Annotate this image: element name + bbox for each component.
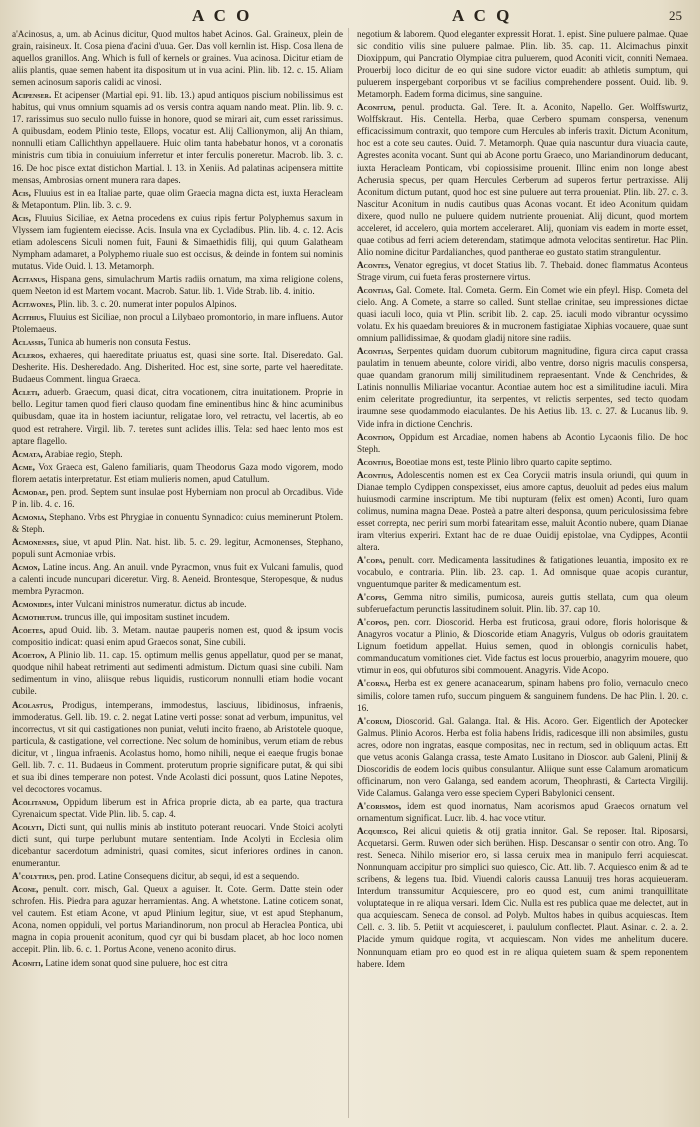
dictionary-entry	[12, 212, 343, 272]
dictionary-entry	[12, 511, 343, 535]
dictionary-entry	[357, 431, 688, 455]
entry-text: Oppidum liberum est in Africa proprie dicta, ab ea parte, qua tractura Cyrenaicum spectat. Vide Plin. lib. 5. cap. 4.	[12, 796, 343, 819]
entry-headword: Acithius,	[12, 312, 47, 323]
entry-text: Hispana gens, simulachrum Martis radiis ornatum, ma xima religione colens, quem Neeton id est Martem vocant. Macrob. Satur. lib. 1. Vide Strab. lib. 4. initio.	[12, 273, 343, 296]
entry-text: Latine incus. Ang. An anuil. vnde Pyracmon, vnus fuit ex Vulcani famulis, quod a calenti incude nuncupari diceretur. Virg. 8. Aeneid. Brontesque, Steropesque, & nudus membra Pyracmon.	[12, 562, 343, 597]
entry-text: A Plinio lib. 11. cap. 15. optimum mellis genus appellatur, quod per se manat, quodque nihil habeat retrimenti aut sedimenti admistum. Dictum quasi sine cubili. Nam sedimentum in vino, aliisque rebus liquidis, rusticorum nonnulli etiam hodie vocant cubile.	[12, 650, 343, 697]
right-column	[357, 28, 688, 1118]
entry-headword: Acmodae,	[12, 486, 49, 497]
entry-text: inter Vulcani ministros numeratur. dictus ab incude.	[56, 599, 247, 610]
dictionary-entry	[357, 715, 688, 799]
entry-headword: Acolitanum,	[12, 796, 59, 807]
entry-text: exhaeres, qui haereditate priuatus est, quasi sine sorte. Ital. Diseredato. Gal. Desherite. His. Desheredado. Ang. Disherited. Hoc est, sine sorte, parte vel haereditate. Budaeus Comment. lingua Graeca.	[12, 350, 343, 385]
dictionary-entry	[12, 699, 343, 795]
entry-headword: Acontias,	[357, 346, 394, 357]
entry-headword: Acontes,	[357, 259, 391, 270]
entry-headword: Acolastus,	[12, 699, 54, 710]
entry-headword: Acmothetum.	[12, 612, 63, 623]
dictionary-entry	[12, 870, 343, 882]
entry-text: truncus ille, qui impositam sustinet incudem.	[64, 612, 230, 623]
entry-headword: Acontion,	[357, 431, 395, 442]
entry-headword: Acontius,	[357, 456, 394, 467]
entry-text: Et acipenser (Martial epi. 91. lib. 13.) apud antiquos piscium nobilissimus est habitus, qui vnus omnium squamis ad os versis contra aquam nando meat. Plin. lib. 9. c. 17. rarissimus suo seculo nullo fuisse in honore, quod se mirari ait, cum esset rarissimus. A quibusdam, eodem Plinio teste, Ellops, vocatur est. Alij Callionymon, alij An thiam, nonnulli etiam Callichthyn appellauere. Huic olim tanta habebatur honos, vt a coronatis ministris cum tibia in conuiuium inferretur et inter ferculis poneretur. Macrob. lib. 3. c. 16. De hoc pisce extat distichon Martial. l. 13. in Xeniis. Ad palatinas acipensera mittite mensas, Ambrosias ornent munera rara dapes.	[12, 90, 343, 185]
dictionary-entry	[357, 469, 688, 553]
dictionary-entry	[357, 554, 688, 590]
entry-headword: Acis,	[12, 212, 31, 223]
entry-text: Fluuius est Siciliae, non procul a Lilybaeo promontorio, in mare influens. Autor Ptolemaeus.	[12, 312, 343, 335]
dictionary-entry	[12, 611, 343, 623]
entry-headword: Acleros,	[12, 350, 46, 361]
dictionary-entry	[357, 345, 688, 429]
entry-text: Stephano. Vrbs est Phrygiae in conuentu Synnadico: cuius meminerunt Ptolem. & Steph.	[12, 511, 343, 534]
dictionary-entry	[357, 456, 688, 468]
running-head	[12, 6, 688, 28]
dictionary-entry	[12, 386, 343, 446]
dictionary-entry	[12, 821, 343, 869]
entry-text: Tunica ab humeris non consuta Festus.	[48, 337, 191, 348]
entry-headword: A'copa,	[357, 555, 386, 566]
entry-headword: Acoeton,	[12, 650, 47, 661]
column-divider	[348, 28, 349, 1118]
entry-text: Vox Graeca est, Galeno familiaris, quam Theodorus Gaza modo vigorem, modo florem aetatis interpretatur. Est etiam mulieris nomen, apud Catullum.	[12, 461, 343, 484]
entry-headword: Acmon,	[12, 562, 40, 573]
dictionary-entry	[12, 957, 343, 969]
entry-text: idem est quod inornatus, Nam acorismos apud Graecos ornatum vel ornamentum significat. Lucr. lib. 4. hac voce vtitur.	[357, 800, 688, 823]
entry-text: Arabiae regio, Steph.	[44, 448, 123, 459]
entry-headword: Acleti,	[12, 387, 40, 398]
dictionary-entry	[12, 883, 343, 955]
dictionary-entry	[357, 101, 688, 258]
entry-headword: Acmata,	[12, 448, 43, 459]
dictionary-entry	[12, 298, 343, 310]
entry-headword: Acontius,	[357, 469, 394, 480]
entry-text: Dioscorid. Gal. Galanga. Ital. & His. Acoro. Ger. Eigentlich der Apotecker Galmus. Plinio Acoros. Herba est folia habens Iridis, radicesque illi non absimiles, gustu acres, odore non ingratas, easque compositas, nec in rectum, sed in obliquum actas. Ett que vetus aconis Galanga crassa, teste Amato Lusitano in Dioscor. aub Galeni, Plinij & Dioscoridis de eodem locis quibus consulantur. Aliique sunt esse Calamum aromaticum officinarum, non vero Galanga, sed eandem acorum, Theophrasti, & Cartecta Virgilij. Vide Calamus. Galanga vero esse speciem Cyperi Babylonici censent.	[357, 715, 688, 798]
entry-text: Latine idem sonat quod sine puluere, hoc est citra	[45, 957, 228, 968]
dictionary-entry	[12, 536, 343, 560]
entry-headword: Aclassis,	[12, 337, 46, 348]
dictionary-entry	[12, 89, 343, 185]
entry-headword: A'copis,	[357, 592, 387, 603]
dictionary-entry	[357, 677, 688, 713]
dictionary-entry	[357, 284, 688, 344]
entry-text: pen. corr. Dioscorid. Herba est fruticosa, graui odore, floris holorisque & Anagyros vocatur a Plinio, & Dioscoride etiam Anagyris, Vulgus ob odoris grauitatem Lignum foetidum appellat. Huius semen, quod in oblongis corniculis habet, commanducatum vomitiones ciet. Vide factus est locus prouerbio, anagyrim mouere, quo vtimur in eos, qui obfuturos sibi commouent. Anagyris. Vide Acopo.	[357, 617, 688, 676]
entry-headword: A'corismos,	[357, 800, 402, 811]
entry-text: negotium & laborem. Quod eleganter expressit Horat. 1. epist. Sine puluere palmae. Quae sic conditio vilis sine puluere palmae. Plin. lib. 35. cap. 11. Alcimachus pinxit Dioxippum, qui Pancratio Olympiae citra puluerem, quod Aconiti vicit, conniti Nemaea. Prouerbij loco dicitur de eo qui sine sudore victor euadit: ab athletis sumptum, qui puluerem inspergebant corporibus vt se facilius comprehendere possent. Ouid. lib. 9. Metamorph. Eadem forma dicimus, sine sanguine.	[357, 29, 688, 100]
entry-headword: A'colythus,	[12, 871, 57, 882]
dictionary-entry	[357, 800, 688, 824]
entry-headword: Acontias,	[357, 284, 394, 295]
dictionary-entry	[12, 448, 343, 460]
entry-text: Herba est ex genere acanacearum, spinam habens pro folio, vernaculo cneco similis, colore tamen rufo, succum pinguem & sanguinem fundens. De hac Plin. l. 20. c. 16.	[357, 678, 688, 713]
dictionary-entry	[12, 561, 343, 597]
two-column-body	[12, 28, 688, 1118]
dictionary-entry	[357, 591, 688, 615]
entry-headword: Acmonia,	[12, 511, 47, 522]
left-column	[12, 28, 343, 1118]
entry-headword: Acitanus,	[12, 273, 48, 284]
entry-headword: Aconiti,	[12, 957, 43, 968]
running-head-left: A C O	[192, 6, 253, 25]
entry-text: Venator egregius, vt docet Statius lib. 7. Thebaid. donec flammatus Aconteus Strage virum, cui fueta feras prosternere virtus.	[357, 259, 688, 282]
dictionary-entry	[12, 486, 343, 510]
entry-headword: Acoetes,	[12, 625, 46, 636]
dictionary-entry	[12, 311, 343, 335]
entry-text: penult. corr. Medicamenta lassitudines & fatigationes leuantia, imposito ex re vocabulo, e contraria. Plin. lib. 23. cap. 1. Ad omnisque quae acopis curantur, vnguentumque pariter & medicamentum est.	[357, 555, 688, 590]
dictionary-entry	[12, 598, 343, 610]
entry-headword: A'corna,	[357, 678, 391, 689]
dictionary-entry	[12, 649, 343, 697]
dictionary-entry	[12, 273, 343, 297]
dictionary-entry	[12, 187, 343, 211]
dictionary-entry	[357, 259, 688, 283]
entry-headword: Acmonenses,	[12, 536, 59, 547]
entry-text: pen. prod. Latine Consequens dicitur, ab sequi, id est a sequendo.	[58, 871, 300, 882]
entry-text: Fluuius est in ea Italiae parte, quae olim Graecia magna dicta est, iuxta Heracleam & Metapontum. Plin. lib. 3. c. 9.	[12, 187, 343, 210]
dictionary-entry	[357, 28, 688, 100]
entry-text: siue, vt apud Plin. Nat. hist. lib. 5. c. 29. legitur, Acmonenses, Stephano, populi sunt Acmoniae vrbis.	[12, 536, 343, 559]
entry-text: apud Ouid. lib. 3. Metam. nautae pauperis nomen est, quod & ipsum vocis compositio indicat: quasi enim apud Graecos sonat, Sine cubili.	[12, 625, 343, 648]
dictionary-entry	[12, 336, 343, 348]
entry-headword: Aconitum,	[357, 102, 396, 113]
entry-headword: Acmonides,	[12, 599, 54, 610]
entry-text: Oppidum est Arcadiae, nomen habens ab Acontio Lycaonis filio. De hoc Steph.	[357, 431, 688, 454]
entry-text: Serpentes quidam duorum cubitorum magnitudine, figura circa caput crassa paulatim in tenuem abeunte, colore viridi, albo ventre, dorso nigris maculis conspersa, quae quandam granorum milij similitudinem repraesentant. Vnde & Cenchrides, & Latinis nonnullis Miliariae vocantur. Acontiae autem hoc est a similitudine iaculi. Mira enim celeritate progrediuntur, ita serpentes, vt relictis serpentes, sed tecto quodam iraumne sese quodammodo eiaculantes. De his Aetius lib. 13. c. 27. & Lucanus lib. 9. Vide infra in dictione Cenchris.	[357, 346, 688, 429]
running-head-right: A C Q	[452, 6, 513, 25]
entry-headword: Acitavones,	[12, 299, 56, 310]
dictionary-entry	[12, 624, 343, 648]
entry-headword: Acquiesco,	[357, 826, 398, 837]
dictionary-entry	[357, 825, 688, 970]
dictionary-entry	[12, 461, 343, 485]
entry-text: pen. prod. Septem sunt insulae post Hyberniam non procul ab Orcadibus. Vide P in. lib. 4. c. 16.	[12, 486, 343, 509]
entry-headword: A'corum,	[357, 715, 392, 726]
entry-text: Dicti sunt, qui nullis minis ab instituto poterant reuocari. Vnde Stoici acolyti dicti sunt, qui turpe perlubunt mutare sententiam. Inde Acolyti in Ecclesia olim dicebantur sacerdotum administri, quasi comites, sicut inferiores ordines in canon. enumerantur.	[12, 822, 343, 869]
entry-text: Plin. lib. 3. c. 20. numerat inter populos Alpinos.	[57, 299, 237, 310]
entry-text: Gal. Comete. Ital. Cometa. Germ. Ein Comet wie ein pfeyl. Hisp. Cometa del cielo. Ang. A Comete, a starre so called. Sunt stellae crinitae, seu impressiones dictae quasi iaculi loco, quia vt Plin. scribit lib. 2. cap. 25. iaculi modo vibrantur ocyssimo volatu. Ex his quaedam breuiores & in mucronem fastigiatae Xiphias vocauere, quae sunt omnium pallidissimae, & quodam gladij nitore sine radiis.	[357, 284, 688, 344]
entry-text: Rei alicui quietis & otij gratia innitor. Gal. Se reposer. Ital. Riposarsi, Acquetarsi. Germ. Ruwen oder sich berühen. Hisp. Descansar o sentir con otro. Ang. To rest. Seneca. Nihilo miserior ero, si lassa ceruix mea in manipulo ferri acquiescat. Nonnunquam accipitur pro simplici suo quiesco, Cic. Att. lib. 7. Acquiesco enim & ad te scribens, & legens tua. Ibid. Viuendi caloris caussa Lanuuij tres horas acquieueram. Interdum transsumitur Acquiescere, pro eo quod est, cum animi tranquillitate voluptateque in re aliqua versari. Idem Cic. Nulla est res publica quae me delectet, aut in qua acquiescam. Seneca de consol. ad Polyb. Multos habes in quibus acquiescas. Item Cell. c. 3. lib. 5. Petiit vt acquiesceret, i. paululum conflectet. Plaut. Asinar. c. 2. a. 2. Placide ymum quidque rogita, vt acquiescam. Non vides me anhelitum ducere. Nonnunquam etiam pro eo quod est in re aliqua quietem suam & spem reponentem habere. Idem	[357, 826, 688, 969]
entry-text: aduerb. Graecum, quasi dicat, citra vocationem, citra inuitationem. Proprie in bello. Legitur tamen quod fieri clauso quodam fine eminentibus hinc & hinc acuminibus quibusdam, quae ita in hostem iaciuntur, religatae loro, vel retractu, vel lacertis, ab eo quod est retrahere. Virgil. lib. 7. teretes sunt aclides illis. Tela: sed haec lento mos est aptare flagello.	[12, 387, 343, 446]
entry-text: Adolescentis nomen est ex Cea Corycii matris insula oriundi, qui quum in Dianae templo Cydippen conspexisset, eius amore captus, deuoluit ad pedes eius malum huiusmodi carmine inscriptum. Me tibi nupturam (felix est omen) Aconti, Iuro quam colimus, numina magna Deae. Posteà a patre alteri desponsa, quum periculosissima febre esset correpta, nec periri sum morbi fatearitam esse, maluit Acontio nubere, quam Dianae iram vlterius experiri. Extant hac de re duae Ouidij epistolae, vna Cydippes, Acontii altera.	[357, 469, 688, 552]
entry-text: Fluuius Siciliae, ex Aetna procedens ex cuius ripis fertur Polyphemus saxum in Vlyssem iam fugientem eiecisse. Acis. Insula vna ex Cycladibus. Plin. lib. 4. c. 12. Acis etiam adolescens Siculi nomen fuit, Fauni & Simaethidis filij, qui quum Galatheam Nympham adamaret, a Polyphemo riuale suo est occisus, & deinde in fontem sui nominis mutatus. Vide Ouid. l. 13. Metamorph.	[12, 212, 343, 271]
entry-headword: A'copos,	[357, 617, 390, 628]
entry-headword: Acis,	[12, 187, 31, 198]
entry-headword: Acipenser.	[12, 90, 52, 101]
entry-text: penult. corr. misch, Gal. Queux a aguiser. It. Cote. Germ. Datte stein oder schrofen. His. Piedra para aguzar herramientas. Ang. A whetstone. Latine coticem sonat, vel cautem. Est etiam Acone, vt apud Plinium legitur, siue, vt est apud Stephanum, Acona, nomen oppiduli, vel portus Mariandinorum, non procul ab Heraclea Pontica, ubi magna in copia prouenit aconitum, quod cyr qui bi busdam placet, ab hoc loco nomen accepit. Plin. lib. 6. c. 1. Portus Acone, veneno aconito dirus.	[12, 884, 343, 955]
entry-text: Gemma nitro similis, pumicosa, aureis guttis stellata, cum qua oleum subferuefactum perunctis lassitudinem soluit. Plin. lib. 37. cap 10.	[357, 592, 688, 615]
dictionary-entry	[12, 349, 343, 385]
entry-text: penul. producta. Gal. Tere. It. a. Aconito, Napello. Ger. Wolffswurtz, Wolffskraut. His. Centella. Herba, quae Cerbero spumam conspersa, venenum efficacissimum contraxit, quo tempore cum Hercules ab inferis traxit. Dictum Aconitum, hoc est a cote seu cautes. Ouid. 7. Metamorph. Quae quia nascuntur dura viuacia caute, Agrestes aconita vocant. Sunt qui ab Acone portu Graeco, uno Mariandinorum deducant, iuxta Heracleam Ponticam, vbi copiossisime prouenit. Illinc enim non longe abest Acherusia specus, per quam Hercules Cerberum ad superos fertur pertraxisse. Alij Aconitum dictum putant, quod hoc est sine puluere aut terra proueniat. Plin. lib. 27. c. 3. Nascitur Aconitum in nudis cautibus quas Aconas vocant. Et ideo Aconitum quidam dixere, quod nullo ne puluere quidem nutriente proueniat. Alij dicunt, quod mortem acceleret, id accelero, quia mortem acceleraret. Alij, quoniam vis eadem in morte esset, quae cotibus ad ferri aciem deterendam, statimque admota velocitas sentiretur. Hac Plin. Alio nomine dicitur Pardalianches, quod pantherae eo gustato statim strangulentur.	[357, 102, 688, 257]
entry-text: Boeotiae mons est, teste Plinio libro quarto capite septimo.	[395, 456, 612, 467]
entry-text: Prodigus, intemperans, immodestus, lasciuus, libidinosus, infraenis, immoderatus. Gell. lib. 19. c. 2. negat Latine verti posse: sonat ad verbum, impunitus, vel incorrectus, vt sit qui castigationes non puniat, veluti incito fraeno, ab Aristotele quoque, particula, & castigatione, vel correctione. Nec solum de hominibus, verum etiam de rebus dicitur, vt , lingua infraenis. Acolastus homo, homo nihili, neque ei eaeque frugis bonae Gell. lib. 7. c. 11. Budaeus in Comment. proterutum proprie significare putat, & qui sibi et sua ibi dines temperare non potest. Vnde Acolasti dici possunt, quos Latine Nepotes, vel decoctores vocamus.	[12, 699, 343, 794]
dictionary-entry	[12, 28, 343, 88]
entry-headword: Acolyti,	[12, 822, 45, 832]
entry-headword: Acme,	[12, 461, 35, 472]
entry-headword: Acone,	[12, 884, 39, 895]
dictionary-entry	[357, 616, 688, 676]
entry-text: a'Acinosus, a, um. ab Acinus dicitur, Quod multos habet Acinos. Gal. Graineux, plein de grain, raisineux. It. Cosa piena d'acini d'uua. Ger. Das voll kernlin ist. Hisp. Cosa llena de aquellos granillos. Ang. Which is full of kernels or graines. Vua acinosa. Dicitur etiam de aliis plantis, quae semen habent ita dispositum ut in vua acini. Plin. lib. 12. c. 15. Aliam semen acinosum saporis calidi ac vinosi.	[12, 29, 343, 88]
dictionary-entry	[12, 796, 343, 820]
page-number: 25	[669, 8, 682, 23]
